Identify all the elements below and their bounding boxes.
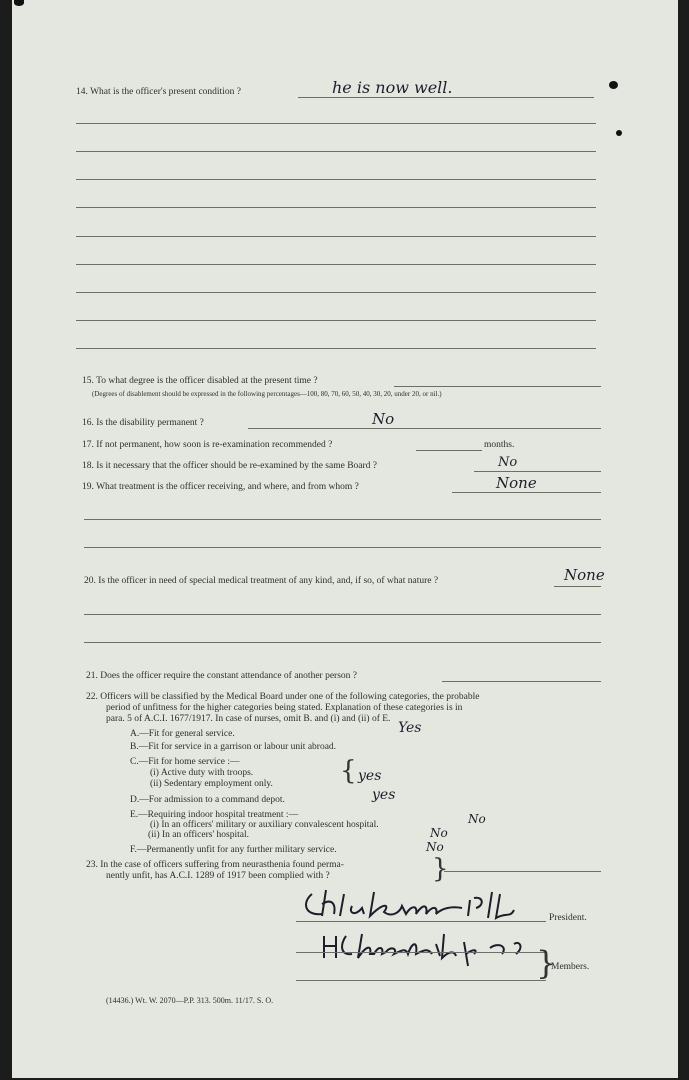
q21-answer-line xyxy=(442,681,601,682)
q16-text: 16. Is the disability permanent ? xyxy=(82,418,204,428)
category-e-i-answer: No xyxy=(468,812,486,826)
category-c-ii: (ii) Sedentary employment only. xyxy=(150,779,273,789)
category-e-ii-answer: No xyxy=(430,826,448,840)
q16-answer: No xyxy=(372,410,395,428)
category-e-i: (i) In an officers' military or auxiliary convalescent hospital. xyxy=(150,820,379,830)
q14-answer-line xyxy=(298,97,594,98)
category-e-ii: (ii) In an officers' hospital. xyxy=(148,830,249,840)
q23-line2: nently unfit, has A.C.I. 1289 of 1917 been complied with ? xyxy=(106,871,330,881)
q14-text: 14. What is the officer's present condition ? xyxy=(76,87,241,97)
q15-answer-line xyxy=(394,386,601,387)
members-label: Members. xyxy=(551,962,590,972)
q17-text: 17. If not permanent, how soon is re-examination recommended ? xyxy=(82,440,333,450)
punch-hole xyxy=(609,81,618,89)
category-c-i: (i) Active duty with troops. xyxy=(150,768,254,778)
q18-answer-line xyxy=(474,471,601,472)
q14-line xyxy=(76,320,596,321)
member-signature xyxy=(318,924,548,968)
q17-answer-line xyxy=(416,450,482,451)
q14-answer: he is now well. xyxy=(332,78,453,97)
category-c-brace: { xyxy=(340,756,357,786)
president-line xyxy=(296,921,546,922)
president-label: President. xyxy=(549,913,587,923)
category-c-answer: yes xyxy=(358,768,382,784)
q18-text: 18. Is it necessary that the officer should be re-examined by the same Board ? xyxy=(82,461,378,471)
q19-text: 19. What treatment is the officer receiving, and where, and from whom ? xyxy=(82,482,359,492)
category-c: C.—Fit for home service :— xyxy=(130,757,240,767)
category-f-answer: No xyxy=(426,840,444,854)
category-a: A.—Fit for general service. xyxy=(130,729,235,739)
q19-line xyxy=(84,519,601,520)
q19-answer: None xyxy=(496,474,537,492)
q20-line xyxy=(84,614,601,615)
president-signature xyxy=(292,882,552,926)
q14-line xyxy=(76,236,596,237)
q14-line xyxy=(76,179,596,180)
q17-suffix: months. xyxy=(484,440,515,450)
q20-answer: None xyxy=(564,566,605,584)
q19-line xyxy=(84,547,601,548)
q20-line xyxy=(84,642,601,643)
q14-line xyxy=(76,264,596,265)
member-line-2 xyxy=(296,980,546,981)
q18-answer: No xyxy=(498,455,518,470)
q20-answer-line xyxy=(554,586,601,587)
q15-note: (Degrees of disablement should be expressed in the following percentages—100, 80, 70, 60, 50, 40, 30, 20, under 20, or nil.) xyxy=(92,390,442,398)
q14-line xyxy=(76,151,596,152)
q23-line1: 23. In the case of officers suffering from neurasthenia found perma- xyxy=(86,860,344,870)
q21-text: 21. Does the officer require the constant attendance of another person ? xyxy=(86,671,357,681)
q20-text: 20. Is the officer in need of special medical treatment of any kind, and, if so, of what nature ? xyxy=(84,576,439,586)
category-f: F.—Permanently unfit for any further military service. xyxy=(130,845,337,855)
q14-line xyxy=(76,123,596,124)
category-b: B.—Fit for service in a garrison or labour unit abroad. xyxy=(130,742,337,752)
q23-brace: } xyxy=(432,854,449,884)
category-e: E.—Requiring indoor hospital treatment :— xyxy=(130,810,299,820)
q22-line1: 22. Officers will be classified by the Medical Board under one of the following categories, the probable xyxy=(86,692,480,702)
q16-answer-line xyxy=(248,428,601,429)
q19-answer-line xyxy=(452,492,601,493)
members-brace: } xyxy=(536,944,557,982)
form-page xyxy=(12,0,678,1078)
q14-line xyxy=(76,348,596,349)
q23-answer-line xyxy=(444,871,601,872)
q22-line3: para. 5 of A.C.I. 1677/1917. In case of nurses, omit B. and (i) and (ii) of E. xyxy=(106,714,391,724)
q22-line2: period of unfitness for the higher categories being stated. Explanation of these categories is in xyxy=(106,703,463,713)
print-code: (14436.) Wt. W. 2070—P.P. 313. 500m. 11/17. S. O. xyxy=(106,996,274,1005)
member-line-1 xyxy=(296,952,546,953)
corner-mark xyxy=(14,0,24,6)
q14-line xyxy=(76,207,596,208)
q15-text: 15. To what degree is the officer disabled at the present time ? xyxy=(82,376,318,386)
q14-line xyxy=(76,292,596,293)
category-d: D.—For admission to a command depot. xyxy=(130,795,285,805)
category-d-answer: yes xyxy=(372,787,396,803)
category-a-answer: Yes xyxy=(398,720,422,736)
punch-hole xyxy=(616,130,622,136)
